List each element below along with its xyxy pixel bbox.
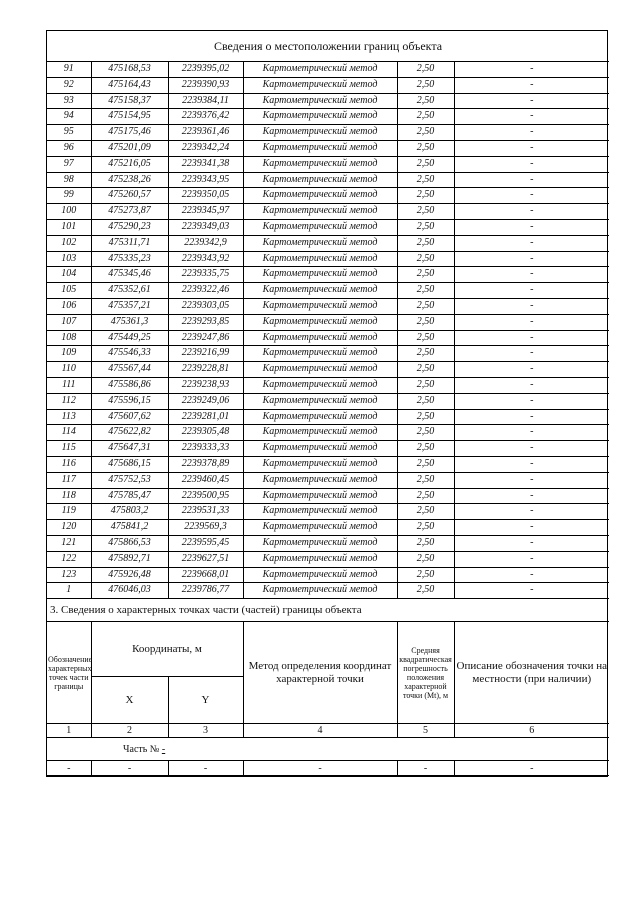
column-number: 4 — [243, 724, 397, 738]
table-row — [47, 362, 609, 378]
y-coordinate-cell: 2239627,51 — [168, 551, 243, 567]
description-cell: - — [454, 156, 609, 172]
description-cell: - — [454, 251, 609, 267]
y-coordinate-cell: 2239668,01 — [168, 567, 243, 583]
empty-cell: - — [91, 761, 168, 776]
method-cell: Картометрический метод — [243, 425, 397, 441]
accuracy-cell: 2,50 — [397, 314, 454, 330]
method-cell: Картометрический метод — [243, 362, 397, 378]
point-number-cell: 116 — [47, 456, 91, 472]
x-coordinate-cell: 475273,87 — [91, 204, 168, 220]
point-number-cell: 100 — [47, 204, 91, 220]
point-number-cell: 107 — [47, 314, 91, 330]
table-row — [47, 125, 609, 141]
description-cell: - — [454, 504, 609, 520]
accuracy-cell: 2,50 — [397, 140, 454, 156]
point-number-cell: 101 — [47, 219, 91, 235]
table-row — [47, 346, 609, 362]
col-header-coords: Координаты, м — [91, 622, 243, 677]
method-cell: Картометрический метод — [243, 156, 397, 172]
column-number: 5 — [397, 724, 454, 738]
method-cell: Картометрический метод — [243, 62, 397, 78]
boundary-sheet — [46, 30, 608, 777]
accuracy-cell: 2,50 — [397, 219, 454, 235]
method-cell: Картометрический метод — [243, 567, 397, 583]
point-number-cell: 99 — [47, 188, 91, 204]
accuracy-cell: 2,50 — [397, 488, 454, 504]
accuracy-cell: 2,50 — [397, 93, 454, 109]
y-coordinate-cell: 2239349,03 — [168, 219, 243, 235]
y-coordinate-cell: 2239460,45 — [168, 472, 243, 488]
description-cell: - — [454, 109, 609, 125]
description-cell: - — [454, 488, 609, 504]
method-cell: Картометрический метод — [243, 172, 397, 188]
x-coordinate-cell: 475216,05 — [91, 156, 168, 172]
x-coordinate-cell: 475164,43 — [91, 77, 168, 93]
column-number-row — [47, 724, 609, 738]
accuracy-cell: 2,50 — [397, 251, 454, 267]
y-coordinate-cell: 2239384,11 — [168, 93, 243, 109]
description-cell: - — [454, 346, 609, 362]
point-number-cell: 123 — [47, 567, 91, 583]
y-coordinate-cell: 2239216,99 — [168, 346, 243, 362]
empty-cell: - — [454, 761, 609, 776]
accuracy-cell: 2,50 — [397, 267, 454, 283]
method-cell: Картометрический метод — [243, 125, 397, 141]
accuracy-cell: 2,50 — [397, 362, 454, 378]
description-cell: - — [454, 456, 609, 472]
point-number-cell: 91 — [47, 62, 91, 78]
y-coordinate-cell: 2239345,97 — [168, 204, 243, 220]
description-cell: - — [454, 314, 609, 330]
part-empty-row — [47, 761, 609, 776]
table-row — [47, 156, 609, 172]
x-coordinate-cell: 475892,71 — [91, 551, 168, 567]
x-coordinate-cell: 475352,61 — [91, 283, 168, 299]
method-cell: Картометрический метод — [243, 77, 397, 93]
x-coordinate-cell: 475622,82 — [91, 425, 168, 441]
description-cell: - — [454, 93, 609, 109]
x-coordinate-cell: 475357,21 — [91, 298, 168, 314]
point-number-cell: 114 — [47, 425, 91, 441]
table-row — [47, 140, 609, 156]
y-coordinate-cell: 2239247,86 — [168, 330, 243, 346]
empty-cell: - — [243, 761, 397, 776]
point-number-cell: 108 — [47, 330, 91, 346]
description-cell: - — [454, 441, 609, 457]
point-number-cell: 112 — [47, 393, 91, 409]
x-coordinate-cell: 475567,44 — [91, 362, 168, 378]
method-cell: Картометрический метод — [243, 488, 397, 504]
point-number-cell: 1 — [47, 583, 91, 599]
part-label-text: Часть № — [123, 743, 160, 755]
point-number-cell: 109 — [47, 346, 91, 362]
method-cell: Картометрический метод — [243, 520, 397, 536]
accuracy-cell: 2,50 — [397, 393, 454, 409]
x-coordinate-cell: 475596,15 — [91, 393, 168, 409]
accuracy-cell: 2,50 — [397, 330, 454, 346]
point-number-cell: 104 — [47, 267, 91, 283]
accuracy-cell: 2,50 — [397, 77, 454, 93]
table-row — [47, 409, 609, 425]
accuracy-cell: 2,50 — [397, 172, 454, 188]
accuracy-cell: 2,50 — [397, 520, 454, 536]
description-cell: - — [454, 409, 609, 425]
method-cell: Картометрический метод — [243, 140, 397, 156]
method-cell: Картометрический метод — [243, 472, 397, 488]
y-coordinate-cell: 2239281,01 — [168, 409, 243, 425]
accuracy-cell: 2,50 — [397, 377, 454, 393]
accuracy-cell: 2,50 — [397, 188, 454, 204]
accuracy-cell: 2,50 — [397, 204, 454, 220]
description-cell: - — [454, 125, 609, 141]
point-number-cell: 93 — [47, 93, 91, 109]
x-coordinate-cell: 475803,2 — [91, 504, 168, 520]
description-cell: - — [454, 377, 609, 393]
accuracy-cell: 2,50 — [397, 298, 454, 314]
point-number-cell: 120 — [47, 520, 91, 536]
col-header-description: Описание обозначения точки на местности (при наличии) — [454, 622, 609, 724]
method-cell: Картометрический метод — [243, 109, 397, 125]
y-coordinate-cell: 2239293,85 — [168, 314, 243, 330]
table-row — [47, 251, 609, 267]
table-row — [47, 393, 609, 409]
method-cell: Картометрический метод — [243, 504, 397, 520]
column-number: 3 — [168, 724, 243, 738]
x-coordinate-cell: 475647,31 — [91, 441, 168, 457]
description-cell: - — [454, 77, 609, 93]
description-cell: - — [454, 204, 609, 220]
y-coordinate-cell: 2239378,89 — [168, 456, 243, 472]
accuracy-cell: 2,50 — [397, 472, 454, 488]
table-row — [47, 219, 609, 235]
table-row — [47, 62, 609, 78]
accuracy-cell: 2,50 — [397, 456, 454, 472]
col-header-accuracy: Средняя квадратическая погрешность положения характерной точки (Mt), м — [397, 622, 454, 724]
method-cell: Картометрический метод — [243, 204, 397, 220]
col-header-point: Обозначение характерных точек части границы — [47, 622, 91, 724]
y-coordinate-cell: 2239390,93 — [168, 77, 243, 93]
x-coordinate-cell: 475361,3 — [91, 314, 168, 330]
point-number-cell: 111 — [47, 377, 91, 393]
point-number-cell: 97 — [47, 156, 91, 172]
table-row — [47, 377, 609, 393]
method-cell: Картометрический метод — [243, 267, 397, 283]
x-coordinate-cell: 475866,53 — [91, 535, 168, 551]
table-row — [47, 235, 609, 251]
x-coordinate-cell: 475201,09 — [91, 140, 168, 156]
section-title: Сведения о местоположении границ объекта — [47, 31, 609, 62]
y-coordinate-cell: 2239569,3 — [168, 520, 243, 536]
y-coordinate-cell: 2239786,77 — [168, 583, 243, 599]
method-cell: Картометрический метод — [243, 283, 397, 299]
table-row — [47, 267, 609, 283]
x-coordinate-cell: 475449,25 — [91, 330, 168, 346]
y-coordinate-cell: 2239342,9 — [168, 235, 243, 251]
y-coordinate-cell: 2239322,46 — [168, 283, 243, 299]
description-cell: - — [454, 520, 609, 536]
y-coordinate-cell: 2239395,02 — [168, 62, 243, 78]
accuracy-cell: 2,50 — [397, 535, 454, 551]
accuracy-cell: 2,50 — [397, 125, 454, 141]
empty-cell: - — [397, 761, 454, 776]
part-number-value: - — [161, 743, 166, 755]
x-coordinate-cell: 475290,23 — [91, 219, 168, 235]
description-cell: - — [454, 393, 609, 409]
section-3-title: 3. Сведения о характерных точках части (частей) границы объекта — [47, 599, 609, 622]
description-cell: - — [454, 62, 609, 78]
description-cell: - — [454, 235, 609, 251]
boundary-table — [47, 31, 609, 599]
description-cell: - — [454, 362, 609, 378]
description-cell: - — [454, 551, 609, 567]
column-number: 1 — [47, 724, 91, 738]
x-coordinate-cell: 475158,37 — [91, 93, 168, 109]
accuracy-cell: 2,50 — [397, 235, 454, 251]
x-coordinate-cell: 475260,57 — [91, 188, 168, 204]
x-coordinate-cell: 475546,33 — [91, 346, 168, 362]
description-cell: - — [454, 472, 609, 488]
col-header-y: Y — [168, 677, 243, 724]
point-number-cell: 106 — [47, 298, 91, 314]
y-coordinate-cell: 2239343,95 — [168, 172, 243, 188]
x-coordinate-cell: 475168,53 — [91, 62, 168, 78]
point-number-cell: 92 — [47, 77, 91, 93]
table-row — [47, 504, 609, 520]
method-cell: Картометрический метод — [243, 346, 397, 362]
method-cell: Картометрический метод — [243, 409, 397, 425]
description-cell: - — [454, 535, 609, 551]
y-coordinate-cell: 2239305,48 — [168, 425, 243, 441]
table-row — [47, 204, 609, 220]
x-coordinate-cell: 475175,46 — [91, 125, 168, 141]
table-row — [47, 425, 609, 441]
table-row — [47, 520, 609, 536]
col-header-x: X — [91, 677, 168, 724]
method-cell: Картометрический метод — [243, 251, 397, 267]
table-row — [47, 583, 609, 599]
table-row — [47, 472, 609, 488]
x-coordinate-cell: 475238,26 — [91, 172, 168, 188]
y-coordinate-cell: 2239303,05 — [168, 298, 243, 314]
point-number-cell: 121 — [47, 535, 91, 551]
description-cell: - — [454, 219, 609, 235]
table-row — [47, 298, 609, 314]
accuracy-cell: 2,50 — [397, 62, 454, 78]
y-coordinate-cell: 2239341,38 — [168, 156, 243, 172]
point-number-cell: 102 — [47, 235, 91, 251]
method-cell: Картометрический метод — [243, 377, 397, 393]
empty-cell: - — [47, 761, 91, 776]
x-coordinate-cell: 475335,23 — [91, 251, 168, 267]
y-coordinate-cell: 2239343,92 — [168, 251, 243, 267]
method-cell: Картометрический метод — [243, 393, 397, 409]
column-number: 2 — [91, 724, 168, 738]
method-cell: Картометрический метод — [243, 219, 397, 235]
x-coordinate-cell: 475785,47 — [91, 488, 168, 504]
method-cell: Картометрический метод — [243, 456, 397, 472]
column-number: 6 — [454, 724, 609, 738]
x-coordinate-cell: 475686,15 — [91, 456, 168, 472]
y-coordinate-cell: 2239228,81 — [168, 362, 243, 378]
point-number-cell: 115 — [47, 441, 91, 457]
description-cell: - — [454, 283, 609, 299]
part-number-label — [47, 738, 609, 761]
accuracy-cell: 2,50 — [397, 583, 454, 599]
accuracy-cell: 2,50 — [397, 441, 454, 457]
x-coordinate-cell: 476046,03 — [91, 583, 168, 599]
table-row — [47, 441, 609, 457]
method-cell: Картометрический метод — [243, 583, 397, 599]
table-row — [47, 172, 609, 188]
accuracy-cell: 2,50 — [397, 283, 454, 299]
description-cell: - — [454, 267, 609, 283]
y-coordinate-cell: 2239500,95 — [168, 488, 243, 504]
y-coordinate-cell: 2239238,93 — [168, 377, 243, 393]
x-coordinate-cell: 475841,2 — [91, 520, 168, 536]
description-cell: - — [454, 172, 609, 188]
point-number-cell: 105 — [47, 283, 91, 299]
table-row — [47, 77, 609, 93]
x-coordinate-cell: 475752,53 — [91, 472, 168, 488]
method-cell: Картометрический метод — [243, 551, 397, 567]
table-row — [47, 567, 609, 583]
y-coordinate-cell: 2239531,33 — [168, 504, 243, 520]
accuracy-cell: 2,50 — [397, 425, 454, 441]
table-row — [47, 188, 609, 204]
point-number-cell: 96 — [47, 140, 91, 156]
description-cell: - — [454, 425, 609, 441]
accuracy-cell: 2,50 — [397, 567, 454, 583]
y-coordinate-cell: 2239335,75 — [168, 267, 243, 283]
method-cell: Картометрический метод — [243, 298, 397, 314]
table-row — [47, 314, 609, 330]
point-number-cell: 118 — [47, 488, 91, 504]
y-coordinate-cell: 2239376,42 — [168, 109, 243, 125]
y-coordinate-cell: 2239249,06 — [168, 393, 243, 409]
description-cell: - — [454, 298, 609, 314]
method-cell: Картометрический метод — [243, 188, 397, 204]
table-row — [47, 109, 609, 125]
accuracy-cell: 2,50 — [397, 409, 454, 425]
x-coordinate-cell: 475926,48 — [91, 567, 168, 583]
method-cell: Картометрический метод — [243, 314, 397, 330]
method-cell: Картометрический метод — [243, 441, 397, 457]
point-number-cell: 94 — [47, 109, 91, 125]
y-coordinate-cell: 2239333,33 — [168, 441, 243, 457]
method-cell: Картометрический метод — [243, 93, 397, 109]
parts-table — [47, 599, 609, 776]
accuracy-cell: 2,50 — [397, 346, 454, 362]
accuracy-cell: 2,50 — [397, 551, 454, 567]
x-coordinate-cell: 475154,95 — [91, 109, 168, 125]
point-number-cell: 110 — [47, 362, 91, 378]
accuracy-cell: 2,50 — [397, 109, 454, 125]
method-cell: Картометрический метод — [243, 235, 397, 251]
point-number-cell: 113 — [47, 409, 91, 425]
table-row — [47, 330, 609, 346]
y-coordinate-cell: 2239595,45 — [168, 535, 243, 551]
description-cell: - — [454, 330, 609, 346]
x-coordinate-cell: 475311,71 — [91, 235, 168, 251]
y-coordinate-cell: 2239342,24 — [168, 140, 243, 156]
table-row — [47, 93, 609, 109]
point-number-cell: 117 — [47, 472, 91, 488]
table-row — [47, 488, 609, 504]
table-row — [47, 535, 609, 551]
y-coordinate-cell: 2239361,46 — [168, 125, 243, 141]
table-row — [47, 551, 609, 567]
point-number-cell: 95 — [47, 125, 91, 141]
method-cell: Картометрический метод — [243, 330, 397, 346]
point-number-cell: 98 — [47, 172, 91, 188]
table-row — [47, 283, 609, 299]
accuracy-cell: 2,50 — [397, 504, 454, 520]
description-cell: - — [454, 140, 609, 156]
x-coordinate-cell: 475586,86 — [91, 377, 168, 393]
table-row — [47, 456, 609, 472]
empty-cell: - — [168, 761, 243, 776]
description-cell: - — [454, 583, 609, 599]
description-cell: - — [454, 188, 609, 204]
method-cell: Картометрический метод — [243, 535, 397, 551]
point-number-cell: 103 — [47, 251, 91, 267]
y-coordinate-cell: 2239350,05 — [168, 188, 243, 204]
point-number-cell: 119 — [47, 504, 91, 520]
point-number-cell: 122 — [47, 551, 91, 567]
description-cell: - — [454, 567, 609, 583]
x-coordinate-cell: 475607,62 — [91, 409, 168, 425]
col-header-method: Метод определения координат характерной точки — [243, 622, 397, 724]
accuracy-cell: 2,50 — [397, 156, 454, 172]
x-coordinate-cell: 475345,46 — [91, 267, 168, 283]
